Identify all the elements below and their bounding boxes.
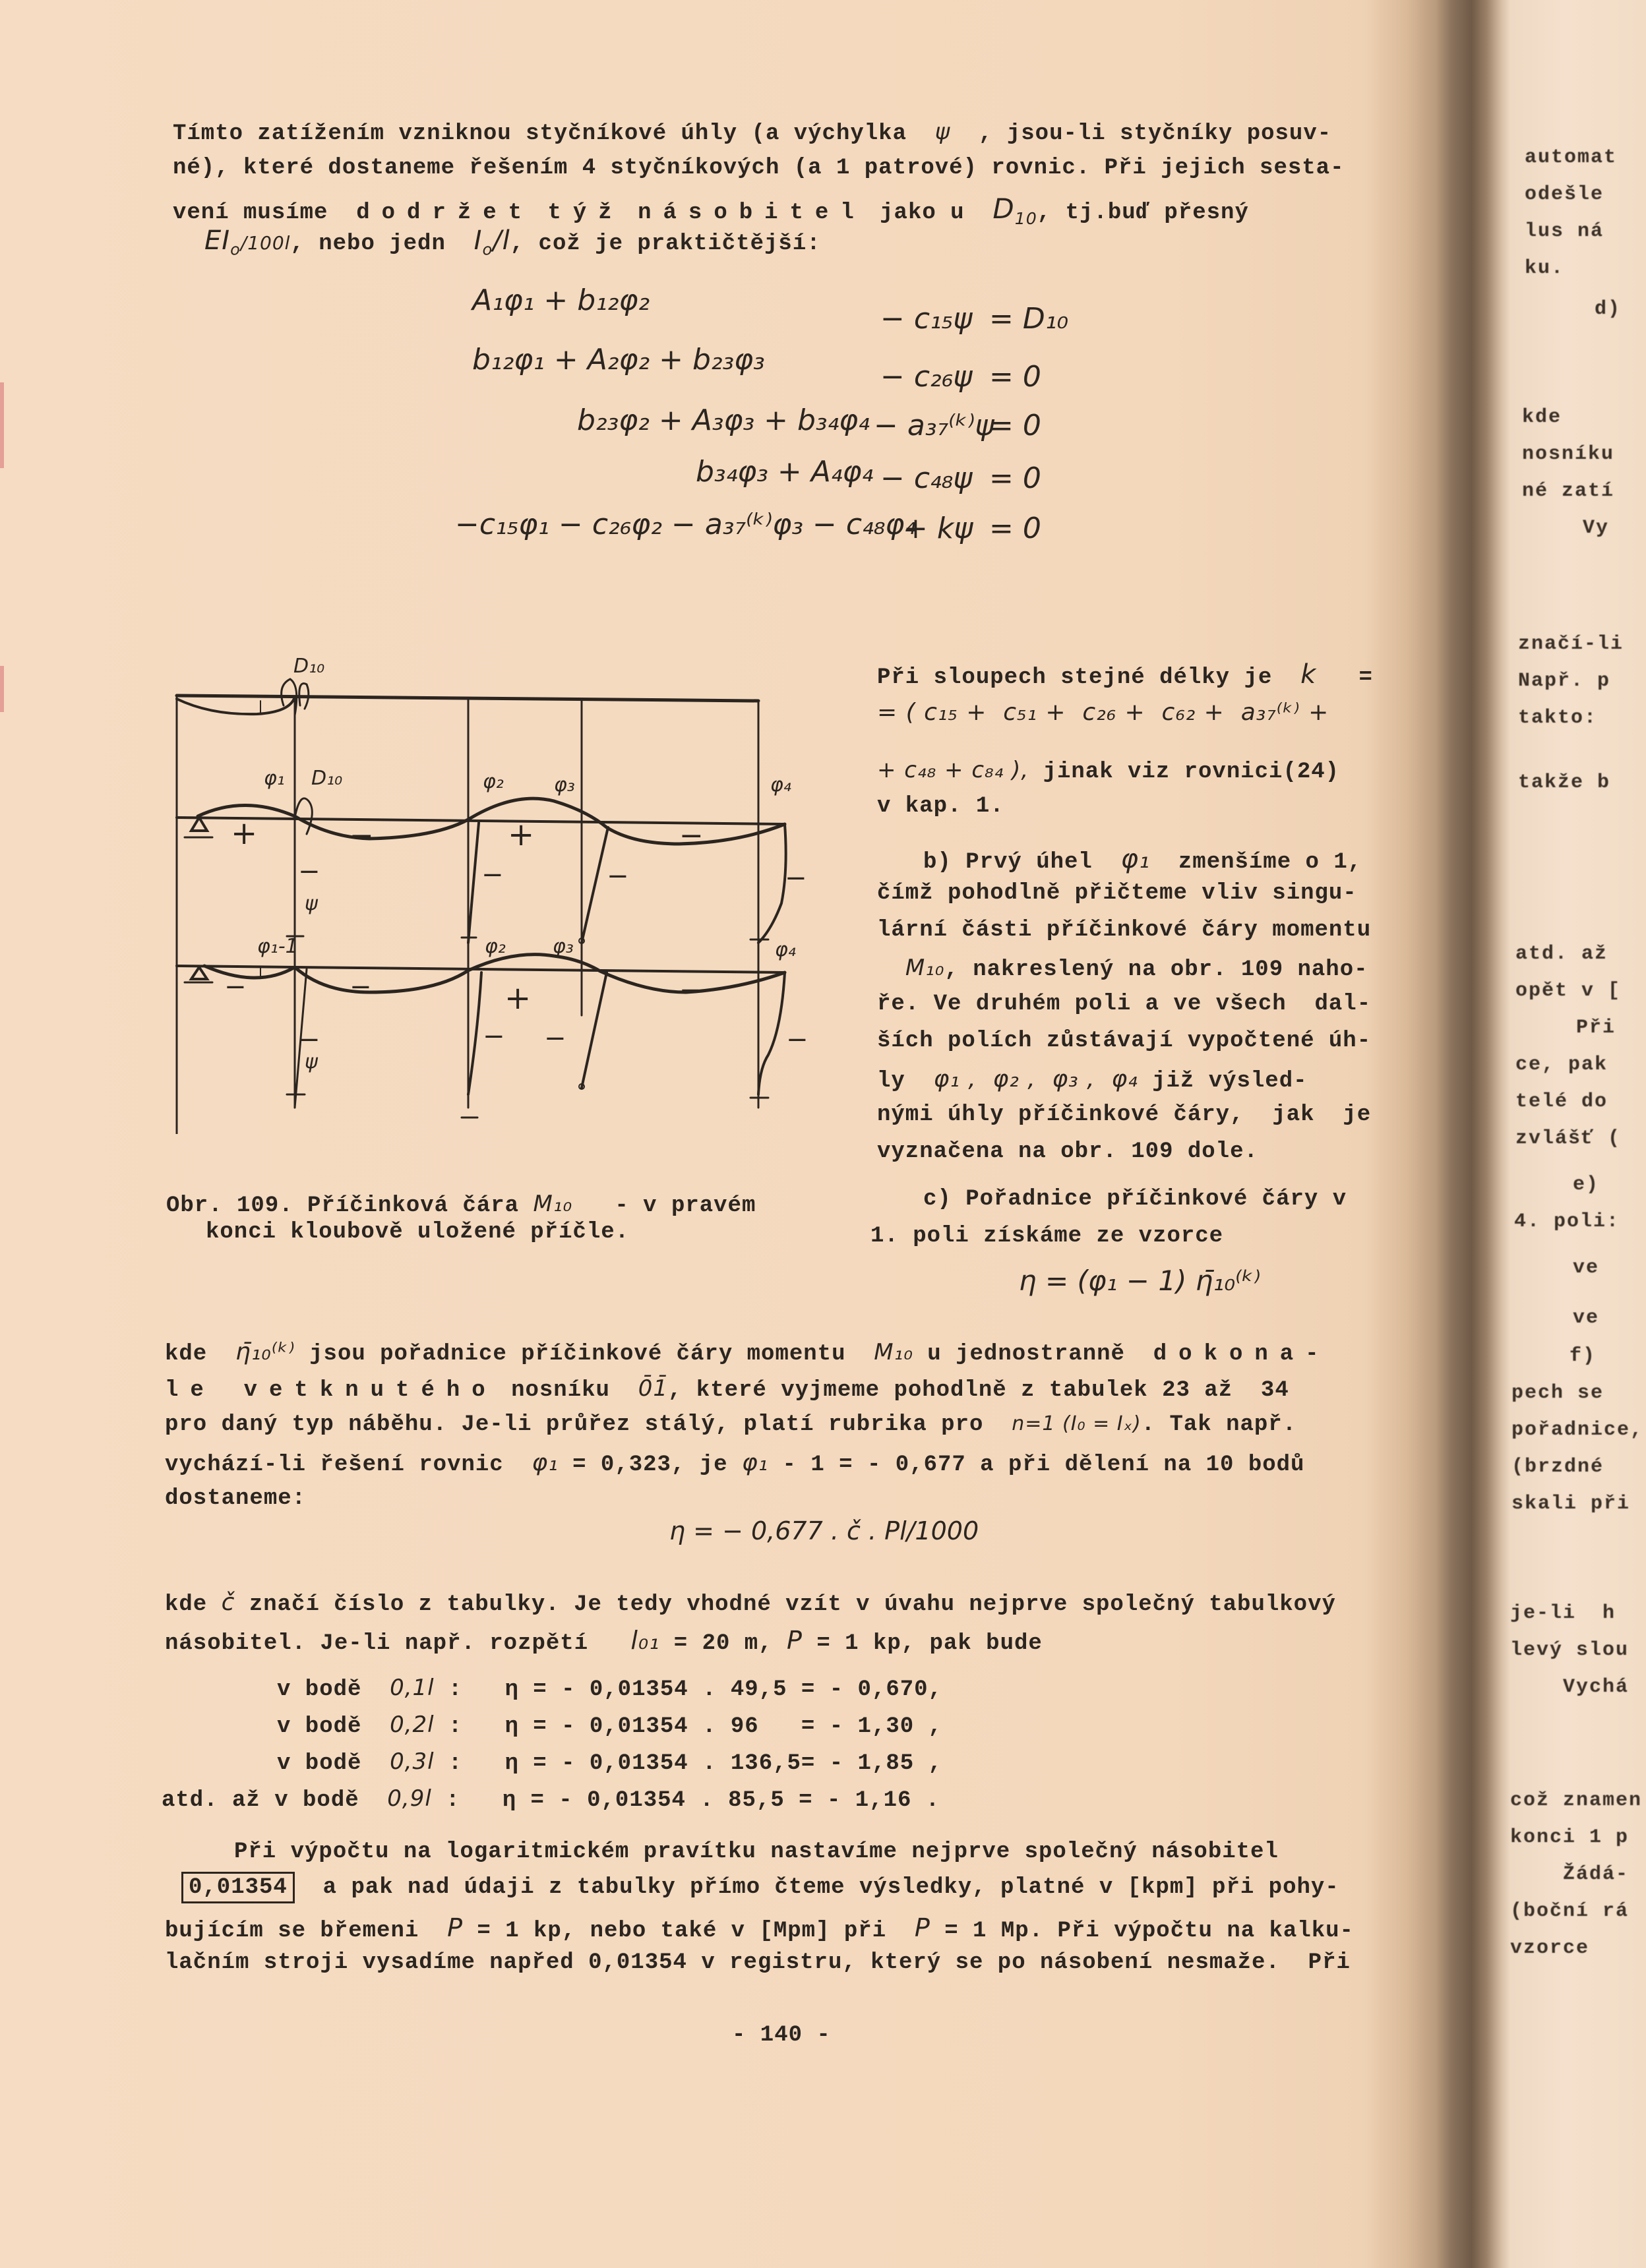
page-number: - 140 -	[732, 2023, 831, 2048]
text-line: je-li h	[1510, 1602, 1616, 1625]
text-line: c) Pořadnice příčinkové čáry v	[923, 1187, 1347, 1212]
equation-3-rhs: = 0	[989, 409, 1041, 442]
text-line: kde	[1522, 406, 1562, 429]
text-line: pech se	[1511, 1382, 1604, 1404]
equation-2-lhs: b₁₂φ₁ + A₂φ₂ + b₂₃φ₃	[472, 343, 765, 376]
text-line: $EI_o/100l$, nebo jedn $I_o/l$, což je praktičtější:	[204, 225, 821, 259]
text-line: nými úhly příčinkové čáry, jak je	[877, 1102, 1372, 1127]
equation-4-rhs: = 0	[989, 462, 1041, 495]
top-influence-curve	[177, 697, 295, 714]
sign-minus: −	[350, 819, 374, 852]
figure-109-influence-line-diagram	[158, 633, 824, 1134]
text-line: pro daný typ náběhu. Je-li průřez stálý, platí rubrika pro n=1 (I₀ = Iₓ). Tak např.	[165, 1412, 1297, 1437]
label-psi-bottom: ψ	[305, 1050, 318, 1073]
text-line: značí-li	[1518, 633, 1624, 655]
text-line: 0,01354 a pak nad údaji z tabulky přímo čteme výsledky, platné v [kpm] při pohy-	[181, 1875, 1339, 1900]
label-phi3-bottom: φ₃	[553, 935, 574, 958]
sign-plus: +	[504, 980, 532, 1017]
k-formula-line: = ( c₁₅ + c₅₁ + c₂₆ + c₆₂ + a₃₇⁽ᵏ⁾ +	[877, 699, 1329, 726]
sign-minus: −	[298, 1025, 320, 1055]
text-line: levý slou	[1510, 1639, 1630, 1661]
formula-eta-general: η = − 0,677 . č . Pl/1000	[669, 1516, 979, 1545]
label-phi1-minus-1: φ₁-1	[257, 935, 298, 958]
text-line: d)	[1595, 298, 1622, 320]
sign-minus: −	[481, 860, 504, 890]
sign-minus: −	[211, 679, 235, 713]
sign-minus: −	[786, 1025, 808, 1055]
equation-1-rhs: = D₁₀	[989, 302, 1069, 336]
text-line: ly φ₁ , φ₂ , φ₃ , φ₄ již výsled-	[877, 1065, 1308, 1094]
text-line: zvlášť (	[1515, 1127, 1622, 1150]
text-line: dostaneme:	[165, 1486, 307, 1511]
text-line: Při	[1576, 1017, 1616, 1039]
table-row: v bodě 0,3l : η = - 0,01354 . 136,5= - 1,85 ,	[277, 1748, 942, 1776]
equation-2-rhs: = 0	[989, 360, 1041, 394]
text-line: né zatí	[1522, 480, 1615, 502]
text-line: čímž pohodlně přičteme vliv singu-	[877, 881, 1357, 906]
text-line: f)	[1570, 1345, 1597, 1367]
equation-1-lhs: A₁φ₁ + b₁₂φ₂	[472, 284, 650, 317]
equation-3-lhs: b₂₃φ₂ + A₃φ₃ + b₃₄φ₄	[577, 403, 870, 437]
text-line: Při výpočtu na logaritmickém pravítku nastavíme nejprve společný násobitel	[234, 1839, 1279, 1865]
margin-mark	[0, 666, 4, 712]
figure-caption: Obr. 109. Příčinková čára M₁₀ - v pravém	[166, 1191, 756, 1218]
label-phi4-bottom: φ₄	[775, 938, 796, 961]
figure-caption-line2: konci kloubově uložené příčle.	[206, 1220, 630, 1245]
text-line: ce, pak	[1515, 1054, 1608, 1076]
text-line: ve	[1573, 1307, 1600, 1329]
text-line: kde η̄₁₀⁽ᵏ⁾ jsou pořadnice příčinkové čáry momentu M₁₀ u jednostranně dokona-	[165, 1338, 1331, 1367]
text-line: + c₄₈ + c₈₄ ), jinak viz rovnici(24)	[877, 757, 1340, 785]
text-line: vyznačena na obr. 109 dole.	[877, 1139, 1258, 1164]
text-line: ku.	[1525, 257, 1565, 280]
label-phi4: φ₄	[770, 773, 791, 796]
label-d10-top: D₁₀	[293, 655, 325, 678]
text-line: takto:	[1518, 707, 1598, 729]
text-line: (brzdné	[1511, 1456, 1604, 1478]
text-line: automat	[1525, 146, 1618, 169]
sign-minus: −	[298, 856, 320, 887]
sign-minus: −	[544, 1023, 566, 1054]
text-line: Např. p	[1518, 670, 1611, 692]
text-line: ších polích zůstávají vypočtené úh-	[877, 1029, 1372, 1054]
text-line: odešle	[1525, 183, 1604, 206]
equation-5-psi: + kψ	[903, 512, 973, 545]
text-line: e)	[1573, 1174, 1600, 1196]
equation-1-psi: − c₁₅ψ	[880, 302, 973, 336]
label-phi3: φ₃	[554, 773, 575, 796]
boxed-multiplier: 0,01354	[181, 1872, 295, 1903]
text-line: b) Prvý úhel φ₁ zmenšíme o 1,	[923, 844, 1362, 875]
text-line: v kap. 1.	[877, 794, 1004, 819]
text-line: vzorce	[1510, 1937, 1590, 1959]
equation-3-psi: − a₃₇⁽ᵏ⁾ψ	[874, 409, 994, 442]
sign-minus: −	[679, 975, 702, 1005]
table-row: v bodě 0,1l : η = - 0,01354 . 49,5 = - 0,670,	[277, 1675, 942, 1702]
text-line: konci 1 p	[1510, 1826, 1630, 1849]
text-line: 4. poli:	[1514, 1210, 1620, 1233]
text-line: Tímto zatížením vzniknou styčníkové úhly (a výchylka ψ , jsou-li styčníky posuv-	[173, 119, 1332, 146]
equation-5-rhs: = 0	[989, 512, 1041, 545]
sign-minus: −	[785, 863, 807, 893]
text-line: lus ná	[1525, 220, 1604, 243]
equation-4-lhs: b₃₄φ₃ + A₄φ₄	[696, 455, 874, 489]
margin-mark	[0, 382, 4, 468]
hinge-support-icon	[191, 818, 207, 831]
text-line: skali při	[1511, 1493, 1631, 1515]
equation-5-lhs: −c₁₅φ₁ − c₂₆φ₂ − a₃₇⁽ᵏ⁾φ₃ − c₄₈φ₄	[455, 508, 917, 541]
text-line: což znamen	[1510, 1789, 1643, 1812]
text-line: pořadnice,	[1511, 1419, 1644, 1441]
text-line: kde č značí číslo z tabulky. Je tedy vhodné vzít v úvahu nejprve společný tabulkový	[165, 1589, 1336, 1617]
label-psi-mid: ψ	[305, 892, 318, 915]
table-row: atd. až v bodě 0,9l : η = - 0,01354 . 85,5 = - 1,16 .	[162, 1785, 940, 1813]
book-page-right-partial	[1510, 0, 1646, 2268]
hinge-support-icon-bottom	[191, 967, 207, 979]
formula-eta-field1: η = (φ₁ − 1) η̄₁₀⁽ᵏ⁾	[1019, 1265, 1261, 1297]
label-phi2-bottom: φ₂	[485, 935, 506, 958]
text-line: le vetknutého nosníku 0̄1̄, které vyjmeme pohodlně z tabulek 23 až 34	[165, 1375, 1289, 1403]
sign-minus: −	[607, 861, 629, 891]
text-line: 1. poli získáme ze vzorce	[870, 1224, 1224, 1249]
label-d10-mid: D₁₀	[311, 767, 343, 790]
sign-minus: −	[483, 1021, 505, 1052]
text-line: lačním stroji vysadíme napřed 0,01354 v registru, který se po násobení nesmaže. Při	[165, 1950, 1351, 1975]
text-line: atd. až	[1515, 943, 1608, 965]
text-line: vychází-li řešení rovnic φ₁ = 0,323, je φ₁ - 1 = - 0,677 a při dělení na 10 bodů	[165, 1449, 1305, 1477]
text-line: ře. Ve druhém poli a ve všech dal-	[877, 992, 1372, 1017]
label-phi1: φ₁	[264, 767, 285, 790]
text-line: Vy	[1583, 517, 1610, 539]
sign-minus: −	[350, 972, 372, 1002]
text-line: Vychá	[1563, 1676, 1630, 1698]
sign-minus: −	[224, 972, 247, 1002]
text-line: opět v [	[1515, 980, 1622, 1002]
text-line: nosníku	[1522, 443, 1615, 465]
sign-plus: +	[508, 816, 535, 853]
text-line: Při sloupech stejné délky je k =	[877, 659, 1373, 690]
text-line: násobitel. Je-li např. rozpětí l₀₁ = 20 m, P = 1 kp, pak bude	[165, 1626, 1043, 1656]
text-line: lární části příčinkové čáry momentu	[877, 918, 1372, 943]
text-line: Žádá-	[1563, 1863, 1630, 1886]
sign-plus: +	[231, 815, 258, 852]
text-line: né), které dostaneme řešením 4 styčníkových (a 1 patrové) rovnic. Při jejich sesta-	[173, 156, 1345, 181]
text-line: bujícím se břemeni P = 1 kp, nebo také v [Mpm] při P = 1 Mp. Při výpočtu na kalku-	[165, 1913, 1354, 1944]
table-row: v bodě 0,2l : η = - 0,01354 . 96 = - 1,30 ,	[277, 1712, 942, 1739]
text-line: vení musíme dodržet týž násobitel jako u $D_{10}$, tj.buď přesný	[173, 193, 1249, 228]
text-line: M₁₀, nakreslený na obr. 109 naho-	[905, 955, 1368, 982]
sign-minus: −	[679, 819, 704, 852]
text-line: (boční rá	[1510, 1900, 1630, 1923]
text-line: takže b	[1518, 771, 1611, 794]
equation-4-psi: − c₄₈ψ	[880, 462, 973, 495]
label-phi2: φ₂	[483, 770, 504, 793]
text-line: ve	[1573, 1257, 1600, 1279]
text-line: telé do	[1515, 1090, 1608, 1113]
equation-2-psi: − c₂₆ψ	[880, 360, 973, 394]
book-gutter	[1451, 0, 1510, 2268]
